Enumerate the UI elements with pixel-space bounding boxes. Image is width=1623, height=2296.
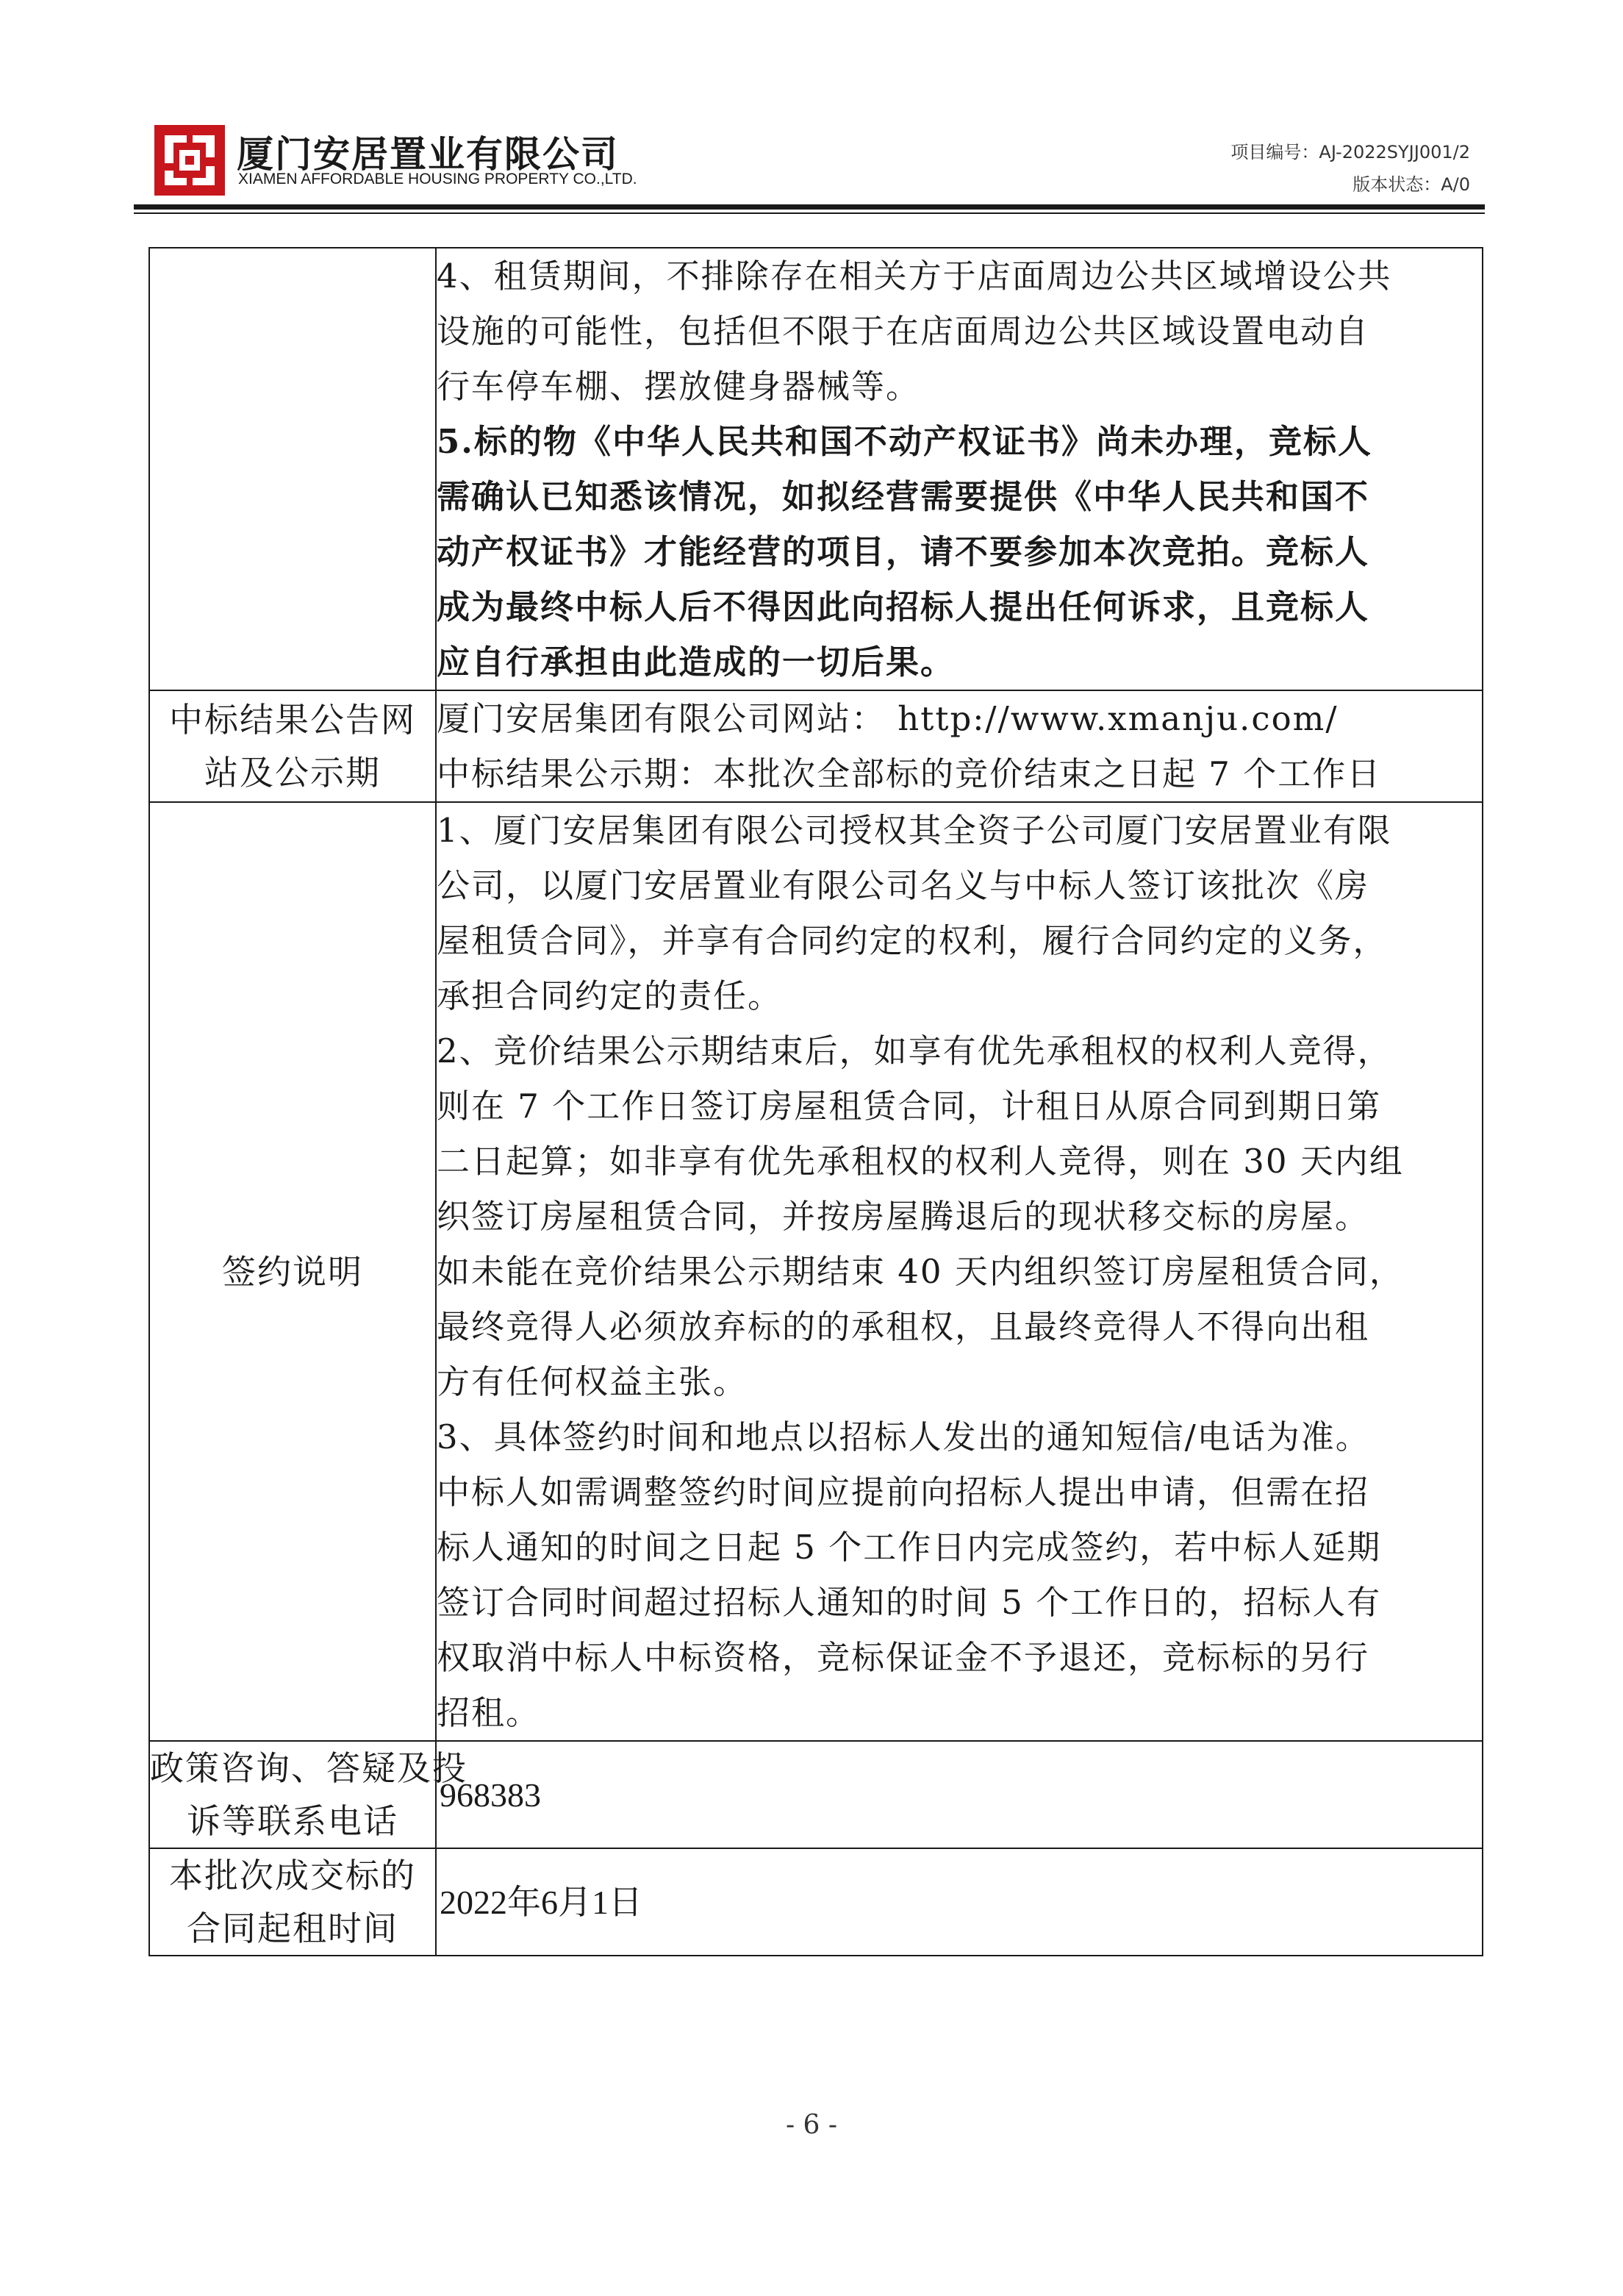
table-row [149,690,1483,802]
row-content-announcement [436,690,1483,802]
text-line: 3、具体签约时间和地点以招标人发出的通知短信/电话为准。 [437,1417,1370,1456]
document-meta [1230,136,1470,201]
row-label-empty [149,248,436,690]
row-label-signing [149,802,436,1741]
signing-clause-2 [437,1023,1482,1409]
row-label-contact [149,1741,467,1848]
text-line: 二日起算；如非享有优先承租权的权利人竞得，则在 30 天内组 [437,1142,1404,1181]
label-line: 本批次成交标的 [169,1856,416,1895]
table-row [149,802,1483,1741]
text-line: 招租。 [437,1693,541,1732]
text-line: 则在 7 个工作日签订房屋租赁合同，计租日从原合同到期日第 [437,1087,1382,1126]
header-divider-thin [134,212,1485,214]
publicity-period-line: 中标结果公示期：本批次全部标的竞价结束之日起 7 个工作日 [437,754,1382,793]
table-row [149,1848,1483,1956]
row-label-start-date [149,1848,436,1956]
signing-clause-3 [437,1409,1482,1740]
text-line: 公司，以厦门安居置业有限公司名义与中标人签订该批次《房 [437,866,1370,905]
label-line: 站及公示期 [204,753,381,793]
text-line: 动产权证书》才能经营的项目，请不要参加本次竞拍。竞标人 [437,532,1370,571]
label-line: 中标结果公告网 [169,700,416,740]
row-content-contact [436,1741,1483,1848]
text-line: 承担合同约定的责任。 [437,976,783,1015]
lease-start-date: 2022年6月1日 [440,1883,642,1921]
text-line: 最终竞得人必须放弃标的的承租权，且最终竞得人不得向出租 [437,1307,1370,1346]
contact-phone: 968383 [440,1775,541,1814]
text-line: 成为最终中标人后不得因此向招标人提出任何诉求，且竞标人 [437,587,1370,626]
text-line: 屋租赁合同》，并享有合同约定的权利，履行合同约定的义务， [437,921,1388,960]
text-line: 权取消中标人中标资格，竞标保证金不予退还，竞标标的另行 [437,1638,1370,1677]
row-content-signing [436,802,1483,1741]
project-number: 项目编号：AJ-2022SYJJ001/2 [1230,142,1470,162]
table-row [149,248,1483,690]
label-line: 政策咨询、答疑及投 [150,1748,467,1788]
page-header [0,0,1623,221]
terms-table [148,247,1483,1956]
text-line: 签订合同时间超过招标人通知的时间 5 个工作日的，招标人有 [437,1583,1382,1622]
company-logo [154,125,225,196]
label-line: 合同起租时间 [187,1909,398,1948]
company-name-cn: 厦门安居置业有限公司 [237,133,619,176]
clause-4 [437,248,1482,414]
announcement-text [437,691,1482,801]
text-line: 5.标的物《中华人民共和国不动产权证书》尚未办理，竞标人 [437,422,1372,461]
text-line: 行车停车棚、摆放健身器械等。 [437,367,921,406]
text-line: 中标人如需调整签约时间应提前向招标人提出申请，但需在招 [437,1473,1370,1512]
row-label-announcement [149,690,436,802]
row-content-lease-notes [436,248,1483,690]
label-line: 签约说明 [222,1251,363,1292]
text-line: 织签订房屋租赁合同，并按房屋腾退后的现状移交标的房屋。 [437,1197,1370,1236]
text-line: 1、厦门安居集团有限公司授权其全资子公司厦门安居置业有限 [437,811,1392,850]
text-line: 2、竞价结果公示期结束后，如享有优先承租权的权利人竞得， [437,1031,1392,1070]
text-line: 方有任何权益主张。 [437,1362,748,1401]
header-divider-thick [134,204,1485,210]
table-row [149,1741,1483,1848]
company-name-en: XIAMEN AFFORDABLE HOUSING PROPERTY CO.,LTD. [238,171,637,187]
text-line: 标人通知的时间之日起 5 个工作日内完成签约，若中标人延期 [437,1528,1382,1567]
text-line: 如未能在竞价结果公示期结束 40 天内组织签订房屋租赁合同， [437,1252,1404,1291]
label-line: 诉等联系电话 [187,1801,398,1841]
clause-5 [437,414,1482,690]
text-line: 需确认已知悉该情况，如拟经营需要提供《中华人民共和国不 [437,477,1370,516]
row-content-start-date [436,1848,1483,1956]
text-line: 设施的可能性，包括但不限于在店面周边公共区域设置电动自 [437,312,1370,351]
signing-clause-1 [437,803,1482,1023]
text-line: 4、租赁期间，不排除存在相关方于店面周边公共区域增设公共 [437,257,1392,296]
website-line: 厦门安居集团有限公司网站： http://www.xmanju.com/ [437,699,1339,738]
page-number: - 6 - [785,2110,838,2140]
version-status: 版本状态：A/0 [1352,174,1470,195]
house-seal-icon [154,125,225,196]
text-line: 应自行承担由此造成的一切后果。 [437,643,956,682]
